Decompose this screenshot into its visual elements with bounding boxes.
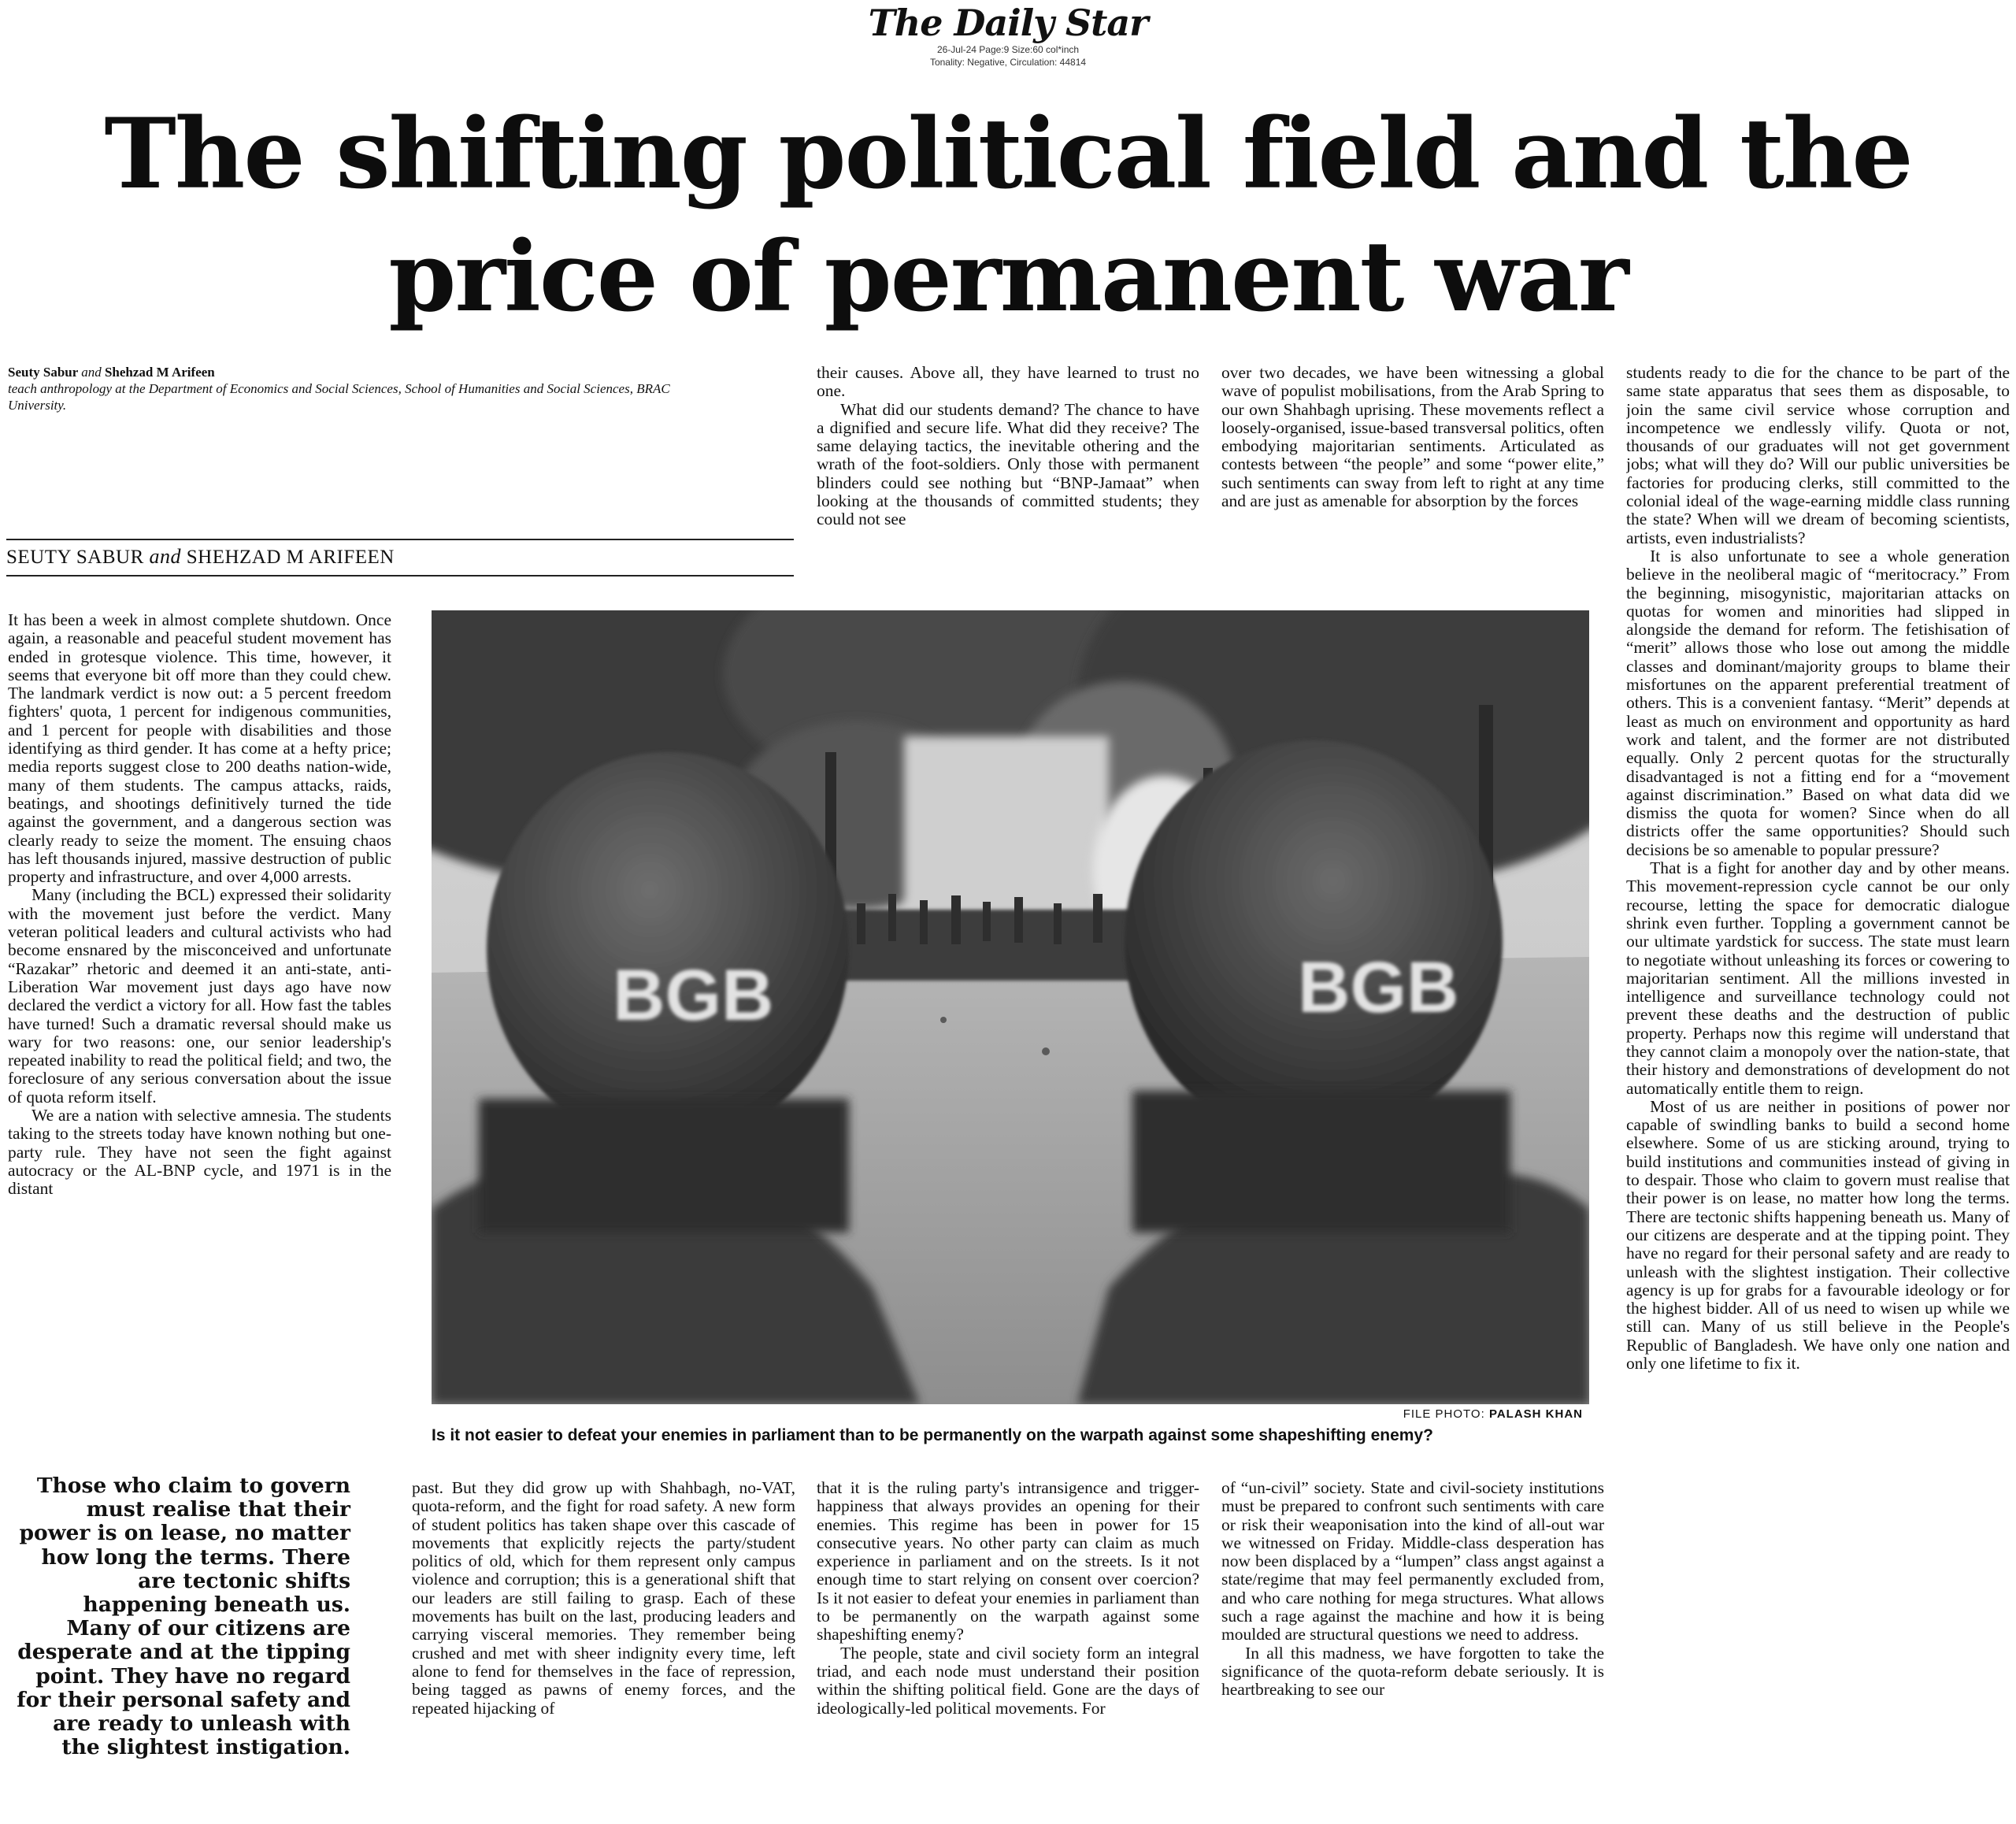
article-column-1 <box>8 611 391 1414</box>
paragraph: past. But they did grow up with Shahbagh, no-VAT, quota-reform, and the fight for road safety. A new form of student politics has taken shape over this cascade of movements that explicitly rejects the party/student politics of old, which for them represent only campus violence and corruption; this is a generational shift that our leaders are still failing to grasp. Each of these movements has built on the last, producing leaders and carrying visceral memories. They remember being crushed and met with sheer indignity every time, left alone to fend for themselves in the face of repression, being tagged as pawns of enemy forces, and the repeated hijacking of <box>412 1479 795 1718</box>
news-photo-illustration <box>432 610 1589 1404</box>
paragraph: The people, state and civil society form an integral triad, and each node must understand their position within the shifting political field. Gone are the days of ideologically-led political movements. For <box>817 1643 1199 1718</box>
paragraph: Most of us are neither in positions of power nor capable of swindling banks to build a second home elsewhere. Some of us are sticking around, trying to build institutions and communities instead of giving in to despair. Those who claim to govern must realise that their power is on lease, no matter how long the terms. There are tectonic shifts happening beneath us. Many of our citizens are desperate and at the tipping point. They have no regard for their personal safety and are ready to unleash with the slightest instigation. Their collective agency is up for grabs for a favourable ideology or for the highest bidder. All of us need to wisen up while we still can. Many of us still believe in the People's Republic of Bangladesh. We have only one nation and only one lifetime to fix it. <box>1626 1096 2010 1374</box>
pull-quote: Those who claim to govern must realise that their power is on lease, no matter how long the terms. There are tectonic shifts happening beneath us. Many of our citizens are desperate and at the tipping point. They have no regard for their personal safety and are ready to unleash with the slightest instigation. <box>17 1474 350 1760</box>
paragraph: that it is the ruling party's intransigence and trigger-happiness that always provides an opening for their enemies. This regime has been in power for 15 consecutive years. No other party can claim as much experience in parliament and on the streets. Is it not enough time to start relying on consent over coercion? Is it not easier to defeat your enemies in parliament than to be permanently on the warpath against some shapeshifting enemy? <box>817 1479 1199 1644</box>
article-column-4-bottom <box>1221 1479 1604 1814</box>
helmet-text-left: BGB <box>613 955 774 1036</box>
photo-credit-prefix: FILE PHOTO: <box>1403 1407 1485 1421</box>
author-bio-names <box>8 364 677 380</box>
byline-author2: SHEHZAD M ARIFEEN <box>186 547 395 568</box>
headline <box>47 93 1969 339</box>
author2-name: Shehzad M Arifeen <box>104 365 215 380</box>
byline-conjunction: and <box>149 545 181 568</box>
author-bio <box>8 364 677 413</box>
helmet-text-right: BGB <box>1298 947 1459 1028</box>
paragraph: In all this madness, we have forgotten to take the significance of the quota-reform debate seriously. It is heartbreaking to see our <box>1221 1643 1604 1700</box>
news-photo <box>432 610 1589 1404</box>
byline-rule-top <box>6 539 794 540</box>
paragraph: of “un-civil” society. State and civil-society institutions must be prepared to confront such sentiments with care or risk their weaponisation into the kind of all-out war we witnessed on Friday. Middle-class desperation has now been displaced by a “lumpen” class angst against a state/regime that may feel permanently excluded from, and who care nothing for mega structures. What allows such a rage against the machine and how it is being moulded are structural questions we need to address. <box>1221 1479 1604 1644</box>
byline-rule-bottom <box>6 575 794 576</box>
clipping-meta-line2: Tonality: Negative, Circulation: 44814 <box>929 57 1087 68</box>
article-column-3-bottom <box>817 1479 1199 1814</box>
clipping-meta-line1: 26-Jul-24 Page:9 Size:60 col*inch <box>936 44 1080 55</box>
paragraph: Many (including the BCL) expressed their solidarity with the movement just before the verdict. Many veteran political leaders and cultural activists who had become ensnared by the misconceived and unfortunate “Razakar” rhetoric and deemed it an anti-state, anti-Liberation War movement just days ago have now declared the verdict a victory for all. How fast the tables have turned! Such a dramatic reversal should make us wary for two reasons: one, our senior leadership's repeated inability to read the political field; and two, the foreclosure of any serious conversation about the issue of quota reform itself. <box>8 885 391 1107</box>
author-role: teach anthropology at the Department of Economics and Social Sciences, School of Humanities and Social Sciences, BRAC University. <box>8 381 670 413</box>
photo-credit <box>1228 1407 1583 1421</box>
paragraph: over two decades, we have been witnessing a global wave of populist mobilisations, from the Arab Spring to our own Shahbagh uprising. These movements reflect a loosely-organised, issue-based transversal politics, often embodying majoritarian sentiments. Articulated as contests between “the people” and some “power elite,” such sentiments can sway from left to right at any time and are just as amenable for absorption by the forces <box>1221 364 1604 511</box>
photo-caption: Is it not easier to defeat your enemies in parliament than to be permanently on the warpath against some shapeshifting enemy? <box>432 1426 1433 1444</box>
paragraph: students ready to die for the chance to be part of the same state apparatus that sees them as disposable, to join the same civil service whose corruption and incompetence we endlessly vilify. Quota or not, thousands of our graduates will not get government jobs; what will they do? Will our public universities be factories for producing clerks, still committed to the colonial ideal of the wage-earning middle class running the state? When will we dream of becoming scientists, artists, even industrialists? <box>1626 364 2010 547</box>
headline-line1: The shifting political field and the <box>104 98 1912 211</box>
article-column-2-bottom <box>412 1479 795 1814</box>
byline-author1: SEUTY SABUR <box>6 547 144 568</box>
article-column-4 <box>1626 364 2010 1813</box>
byline-caps <box>6 545 395 569</box>
article-column-3-top <box>1221 364 1604 583</box>
paragraph: That is a fight for another day and by other means. This movement-repression cycle cannot be our only recourse, letting the space for democratic dialogue shrink even further. Toppling a government cannot be our ultimate yardstick for success. The state must learn to negotiate without unleashing its forces or cowering to majoritarian sentiment. All the millions invested in intelligence and surveillance technology could not prevent these deaths and the destruction of public property. Perhaps now this regime will understand that they cannot claim a monopoly over the nation-state, that their history and demonstrations of development do not automatically entitle them to reign. <box>1626 858 2010 1098</box>
paragraph: We are a nation with selective amnesia. The students taking to the streets today have known nothing but one-party rule. They have not seen the fight against autocracy or the AL-BNP cycle, and 1971 is in the distant <box>8 1106 391 1199</box>
headline-line2: price of permanent war <box>388 221 1628 334</box>
article-column-2-top <box>817 364 1199 583</box>
paragraph: It is also unfortunate to see a whole generation believe in the neoliberal magic of “meritocracy.” From the beginning, misogynistic, majoritarian attacks on quotas for women and minorities had slipped in alongside the demand for reform. The fetishisation of “merit” allows those who lose out among the middle classes and dominant/majority groups to blame their misfortunes on the apparent preferential treatment of others. This is a convenient fantasy. “Merit” depends at least as much on environment and opportunity as hard work and talent, and the former are not distributed equally. Only 2 percent quotas for the structurally disadvantaged is not a fitting end for a “movement against discrimination.” Based on what data did we dismiss the quota for women? Since when do all districts offer the same opportunities? Should such decisions be so amenable to popular pressure? <box>1626 546 2010 859</box>
masthead-logo: The Daily Star <box>868 2 1148 44</box>
author-conjunction: and <box>81 365 102 380</box>
paragraph: What did our students demand? The chance to have a dignified and secure life. What did they receive? The same delaying tactics, the inevitable othering and the wrath of the foot-soldiers. Only those with permanent blinders could see nothing but “BNP-Jamaat” when looking at the thousands of committed students; they could not see <box>817 399 1199 529</box>
author1-name: Seuty Sabur <box>8 365 78 380</box>
photo-credit-name: PALASH KHAN <box>1488 1407 1583 1421</box>
paragraph: It has been a week in almost complete shutdown. Once again, a reasonable and peaceful student movement has ended in grotesque violence. This time, however, it seems that everyone bit off more than they could chew. The landmark verdict is now out: a 5 percent freedom fighters' quota, 1 percent for indigenous communities, and 1 percent for people with disabilities and those identifying as third gender. It has come at a hefty price; media reports suggest close to 200 deaths nation-wide, many of them students. The campus attacks, raids, beatings, and shootings definitively turned the tide against the government, and a dangerous section was clearly ready to seize the moment. The ensuing chaos has left thousands injured, massive destruction of public property and infrastructure, and over 4,000 arrests. <box>8 611 391 887</box>
paragraph: their causes. Above all, they have learned to trust no one. <box>817 364 1199 401</box>
